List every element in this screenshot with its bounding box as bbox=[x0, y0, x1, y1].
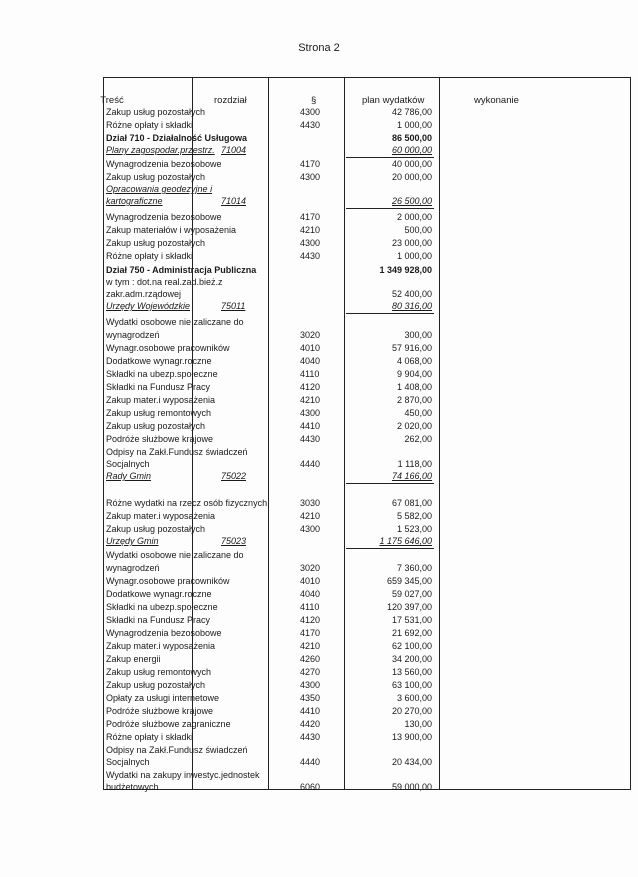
row-plan-amount: 62 100,00 bbox=[391, 641, 432, 651]
row-plan-amount: 80 316,00 bbox=[391, 301, 432, 311]
row-plan-amount: 21 692,00 bbox=[391, 628, 432, 638]
row-description: Zakup usług pozostałych bbox=[106, 680, 206, 690]
row-plan-amount: 120 397,00 bbox=[386, 602, 432, 612]
row-plan-amount: 20 434,00 bbox=[391, 757, 432, 767]
row-description: Wydatki na zakupy inwestyc.jednostek bbox=[106, 770, 260, 780]
row-plan-amount: 5 582,00 bbox=[396, 511, 432, 521]
row-description: Zakup usług pozostałych bbox=[106, 172, 206, 182]
row-description: Wynagrodzenia bezosobowe bbox=[106, 212, 222, 222]
table-row bbox=[104, 549, 630, 562]
row-paragraph: 4010 bbox=[300, 576, 321, 586]
row-description: wynagrodzeń bbox=[106, 563, 160, 573]
row-plan-amount: 74 166,00 bbox=[391, 471, 432, 481]
table-row bbox=[104, 106, 630, 119]
table-row bbox=[104, 250, 630, 263]
page-number: Strona 2 bbox=[298, 42, 340, 54]
row-description: Dodatkowe wynagr.roczne bbox=[106, 589, 212, 599]
table-row bbox=[104, 562, 630, 575]
subtotal-rule bbox=[346, 483, 434, 484]
row-description: Zakup usług pozostałych bbox=[106, 238, 206, 248]
row-description: Wydatki osobowe nie zaliczane do bbox=[106, 317, 244, 327]
row-plan-amount: 52 400,00 bbox=[391, 289, 432, 299]
header-chapter: rozdział bbox=[214, 95, 247, 106]
row-paragraph: 4440 bbox=[300, 459, 321, 469]
row-paragraph: 4300 bbox=[300, 680, 321, 690]
row-description: Zakup usług pozostałych bbox=[106, 107, 206, 117]
table-row bbox=[104, 679, 630, 692]
table-row bbox=[104, 535, 630, 548]
header-execution: wykonanie bbox=[474, 95, 519, 106]
row-description: Wynagrodzenia bezosobowe bbox=[106, 159, 222, 169]
row-description: Wynagrodzenia bezosobowe bbox=[106, 628, 222, 638]
table-row bbox=[104, 614, 630, 627]
row-paragraph: 4410 bbox=[300, 706, 321, 716]
row-description: zakr.adm.rządowej bbox=[106, 289, 182, 299]
table-row bbox=[104, 731, 630, 744]
row-plan-amount: 1 408,00 bbox=[396, 382, 432, 392]
table-row bbox=[104, 470, 630, 483]
row-description: Urzędy Gmin bbox=[106, 536, 159, 546]
row-plan-amount: 34 200,00 bbox=[391, 654, 432, 664]
row-plan-amount: 17 531,00 bbox=[391, 615, 432, 625]
row-paragraph: 3020 bbox=[300, 330, 321, 340]
table-row bbox=[104, 211, 630, 224]
row-paragraph: 4040 bbox=[300, 356, 321, 366]
row-description: Dział 750 - Administracja Publiczna bbox=[106, 265, 257, 275]
row-paragraph: 4210 bbox=[300, 641, 321, 651]
row-description: wynagrodzeń bbox=[106, 330, 160, 340]
subtotal-rule bbox=[346, 208, 434, 209]
table-row bbox=[104, 781, 630, 794]
row-chapter: 75011 bbox=[221, 301, 246, 311]
row-plan-amount: 130,00 bbox=[404, 719, 432, 729]
row-plan-amount: 1 175 646,00 bbox=[379, 536, 432, 546]
row-plan-amount: 9 904,00 bbox=[396, 369, 432, 379]
row-plan-amount: 60 000,00 bbox=[391, 145, 432, 155]
row-plan-amount: 59 000,00 bbox=[391, 782, 432, 792]
row-paragraph: 4420 bbox=[300, 719, 321, 729]
table-row bbox=[104, 653, 630, 666]
row-description: Różne opłaty i składki bbox=[106, 120, 194, 130]
row-paragraph: 4210 bbox=[300, 225, 321, 235]
header-paragraph: § bbox=[311, 95, 317, 106]
row-paragraph: 4430 bbox=[300, 120, 321, 130]
table-row bbox=[104, 666, 630, 679]
subtotal-rule bbox=[346, 313, 434, 314]
row-plan-amount: 3 600,00 bbox=[396, 693, 432, 703]
row-description: Zakup materiałów i wyposażenia bbox=[106, 225, 237, 235]
row-paragraph: 4260 bbox=[300, 654, 321, 664]
row-plan-amount: 20 000,00 bbox=[391, 172, 432, 182]
row-chapter: 71014 bbox=[221, 196, 247, 206]
table-row bbox=[104, 329, 630, 342]
row-paragraph: 4040 bbox=[300, 589, 321, 599]
table-row bbox=[104, 158, 630, 171]
table-row bbox=[104, 368, 630, 381]
row-plan-amount: 13 560,00 bbox=[391, 667, 432, 677]
row-paragraph: 4430 bbox=[300, 251, 321, 261]
row-plan-amount: 2 020,00 bbox=[396, 421, 432, 431]
row-paragraph: 4300 bbox=[300, 107, 321, 117]
row-description: Składki na Fundusz Pracy bbox=[106, 615, 211, 625]
row-description: Zakup mater.i wyposażenia bbox=[106, 641, 216, 651]
row-paragraph: 4350 bbox=[300, 693, 321, 703]
row-plan-amount: 59 027,00 bbox=[391, 589, 432, 599]
row-plan-amount: 450,00 bbox=[404, 408, 432, 418]
row-plan-amount: 1 118,00 bbox=[397, 459, 432, 469]
row-plan-amount: 67 081,00 bbox=[391, 498, 432, 508]
row-chapter: 71004 bbox=[221, 145, 247, 155]
table-row bbox=[104, 224, 630, 237]
row-paragraph: 4110 bbox=[300, 602, 320, 612]
table-row bbox=[104, 237, 630, 250]
row-description: Socjalnych bbox=[106, 459, 150, 469]
table-row bbox=[104, 692, 630, 705]
row-plan-amount: 7 360,00 bbox=[396, 563, 432, 573]
row-plan-amount: 659 345,00 bbox=[386, 576, 432, 586]
row-description: Odpisy na Zakł.Fundusz świadczeń bbox=[106, 447, 248, 457]
table-row bbox=[104, 640, 630, 653]
row-chapter: 75022 bbox=[221, 471, 247, 481]
table-row bbox=[104, 705, 630, 718]
row-description: Zakup mater.i wyposażenia bbox=[106, 395, 216, 405]
row-description: Podróże służbowe zagraniczne bbox=[106, 719, 231, 729]
row-plan-amount: 23 000,00 bbox=[391, 238, 432, 248]
row-chapter: 75023 bbox=[221, 536, 247, 546]
row-plan-amount: 20 270,00 bbox=[391, 706, 432, 716]
row-plan-amount: 262,00 bbox=[404, 434, 432, 444]
row-paragraph: 4120 bbox=[300, 615, 321, 625]
table-row bbox=[104, 300, 630, 313]
row-plan-amount: 42 786,00 bbox=[391, 107, 432, 117]
row-description: w tym : dot.na real.zad.bież.z bbox=[106, 277, 223, 287]
row-description: Zakup usług pozostałych bbox=[106, 421, 206, 431]
row-paragraph: 4300 bbox=[300, 238, 321, 248]
row-description: kartograficzne bbox=[106, 196, 163, 206]
row-description: Socjalnych bbox=[106, 757, 150, 767]
row-paragraph: 6060 bbox=[300, 782, 321, 792]
row-plan-amount: 13 900,00 bbox=[391, 732, 432, 742]
row-description: Wynagr.osobowe pracowników bbox=[106, 576, 230, 586]
row-description: Dział 710 - Działalność Usługowa bbox=[106, 133, 248, 143]
row-description: Różne wydatki na rzecz osób fizycznych bbox=[106, 498, 268, 508]
table-row bbox=[104, 195, 630, 208]
table-row bbox=[104, 497, 630, 510]
row-paragraph: 4210 bbox=[300, 395, 321, 405]
row-paragraph: 4430 bbox=[300, 732, 321, 742]
table-row bbox=[104, 316, 630, 329]
table-row bbox=[104, 588, 630, 601]
row-paragraph: 4300 bbox=[300, 524, 321, 534]
table-row bbox=[104, 627, 630, 640]
row-description: Podróże służbowe krajowe bbox=[106, 706, 214, 716]
row-plan-amount: 1 000,00 bbox=[396, 120, 432, 130]
table-row bbox=[104, 756, 630, 769]
row-description: Składki na ubezp.społeczne bbox=[106, 369, 218, 379]
row-description: Wynagr.osobowe pracowników bbox=[106, 343, 230, 353]
row-description: Rady Gmin bbox=[106, 471, 152, 481]
row-description: Składki na Fundusz Pracy bbox=[106, 382, 211, 392]
row-plan-amount: 500,00 bbox=[404, 225, 432, 235]
table-row bbox=[104, 394, 630, 407]
row-plan-amount: 300,00 bbox=[404, 330, 432, 340]
row-description: Zakup mater.i wyposażenia bbox=[106, 511, 216, 521]
header-plan: plan wydatków bbox=[362, 95, 425, 106]
row-description: Zakup energii bbox=[106, 654, 161, 664]
row-description: Odpisy na Zakł.Fundusz świadczeń bbox=[106, 745, 248, 755]
header-description: Treść bbox=[100, 95, 124, 106]
row-plan-amount: 1 000,00 bbox=[396, 251, 432, 261]
row-plan-amount: 1 523,00 bbox=[396, 524, 432, 534]
row-paragraph: 4300 bbox=[300, 172, 321, 182]
row-paragraph: 4300 bbox=[300, 408, 321, 418]
row-plan-amount: 26 500,00 bbox=[391, 196, 432, 206]
row-paragraph: 4120 bbox=[300, 382, 321, 392]
row-description: Plany zagospodar.przestrz. bbox=[106, 145, 215, 155]
row-description: Zakup usług remontowych bbox=[106, 667, 212, 677]
table-row bbox=[104, 420, 630, 433]
table-row bbox=[104, 601, 630, 614]
table-row bbox=[104, 510, 630, 523]
table-row bbox=[104, 433, 630, 446]
row-plan-amount: 2 000,00 bbox=[396, 212, 432, 222]
table-row bbox=[104, 119, 630, 132]
row-description: Dodatkowe wynagr.roczne bbox=[106, 356, 212, 366]
row-paragraph: 4170 bbox=[300, 628, 321, 638]
table-row bbox=[104, 575, 630, 588]
row-paragraph: 4270 bbox=[300, 667, 321, 677]
row-description: Różne opłaty i składki bbox=[106, 251, 194, 261]
row-description: Opłaty za usługi internetowe bbox=[106, 693, 220, 703]
row-plan-amount: 63 100,00 bbox=[391, 680, 432, 690]
row-paragraph: 4440 bbox=[300, 757, 321, 767]
row-description: Opracowania geodezyjne i bbox=[106, 184, 213, 194]
row-paragraph: 4430 bbox=[300, 434, 321, 444]
row-description: budżetowych bbox=[106, 782, 159, 792]
table-row bbox=[104, 407, 630, 420]
row-paragraph: 4210 bbox=[300, 511, 321, 521]
table-row bbox=[104, 342, 630, 355]
row-plan-amount: 4 068,00 bbox=[396, 356, 432, 366]
row-plan-amount: 1 349 928,00 bbox=[379, 265, 432, 275]
row-description: Zakup usług remontowych bbox=[106, 408, 212, 418]
row-paragraph: 4110 bbox=[300, 369, 320, 379]
row-plan-amount: 57 916,00 bbox=[391, 343, 432, 353]
table-row bbox=[104, 718, 630, 731]
row-paragraph: 4170 bbox=[300, 212, 321, 222]
table-row bbox=[104, 381, 630, 394]
table-row bbox=[104, 144, 630, 157]
row-plan-amount: 86 500,00 bbox=[391, 133, 432, 143]
row-description: Różne opłaty i składki bbox=[106, 732, 194, 742]
row-description: Urzędy Wojewódzkie bbox=[106, 301, 191, 311]
row-paragraph: 3020 bbox=[300, 563, 321, 573]
row-paragraph: 4410 bbox=[300, 421, 321, 431]
table-row bbox=[104, 355, 630, 368]
row-paragraph: 4010 bbox=[300, 343, 321, 353]
row-description: Zakup usług pozostałych bbox=[106, 524, 206, 534]
row-plan-amount: 40 000,00 bbox=[391, 159, 432, 169]
row-paragraph: 3030 bbox=[300, 498, 321, 508]
budget-table bbox=[100, 77, 631, 792]
row-paragraph: 4170 bbox=[300, 159, 321, 169]
row-description: Podróże służbowe krajowe bbox=[106, 434, 214, 444]
row-plan-amount: 2 870,00 bbox=[396, 395, 432, 405]
row-description: Wydatki osobowe nie zaliczane do bbox=[106, 550, 244, 560]
row-description: Składki na ubezp.społeczne bbox=[106, 602, 218, 612]
